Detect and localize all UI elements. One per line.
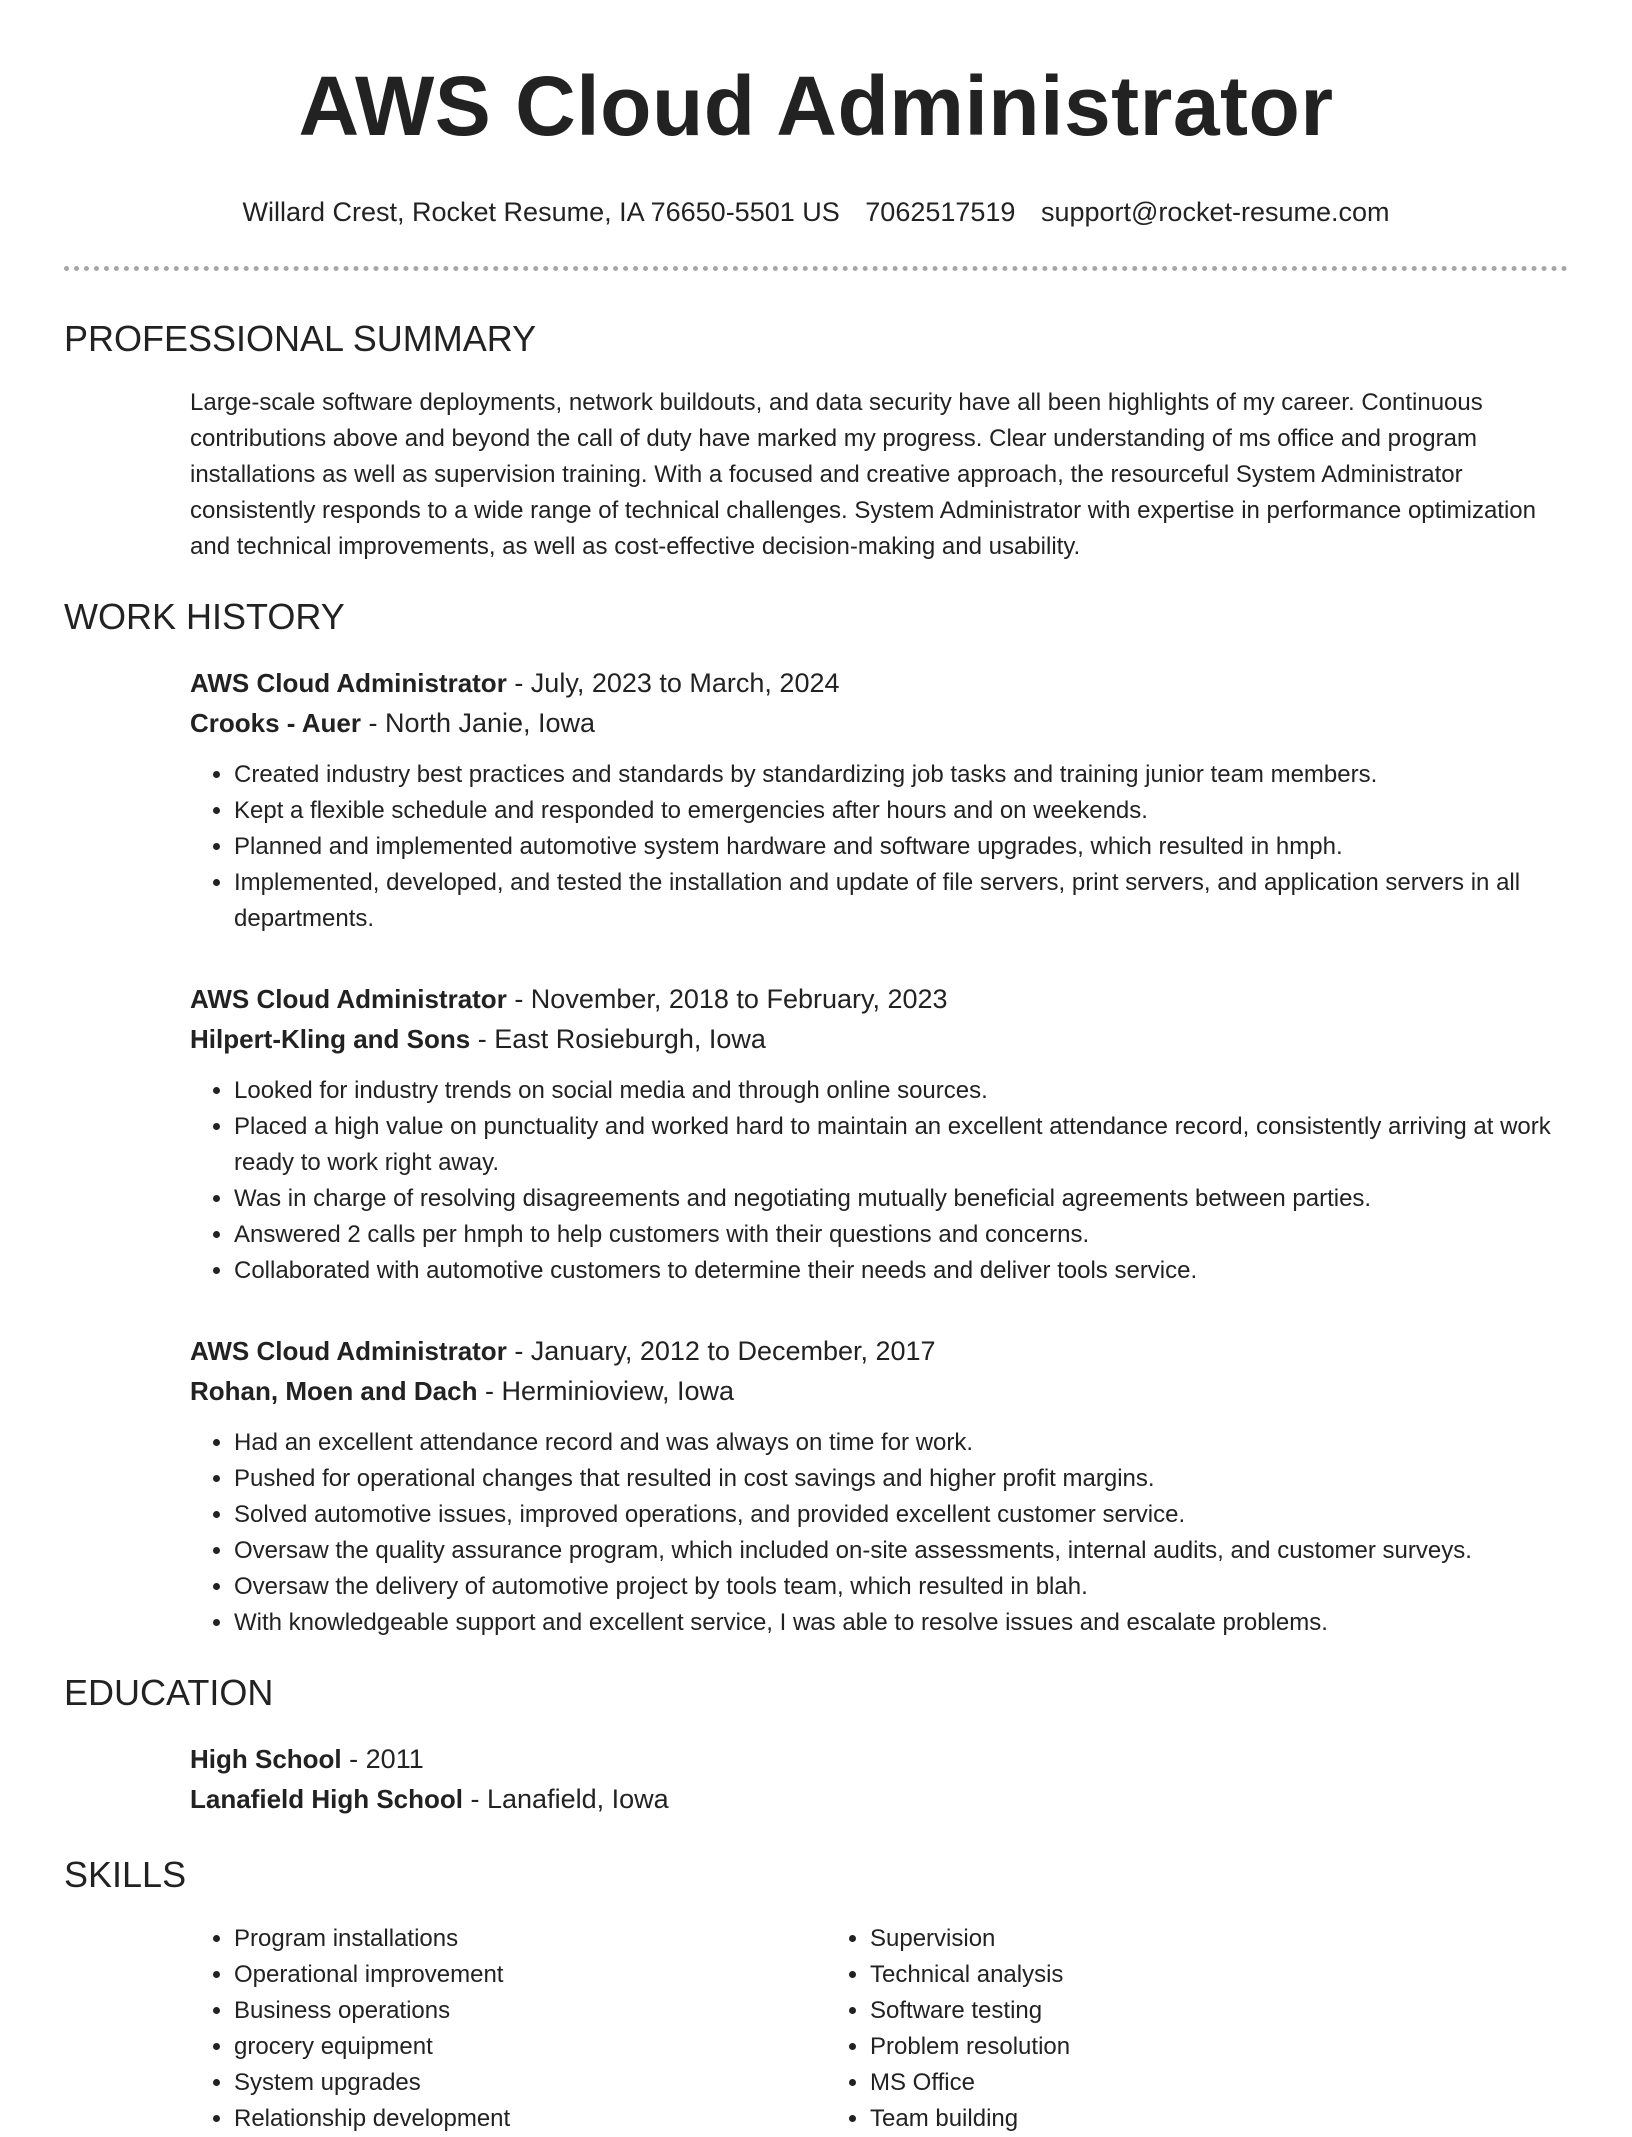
job-bullet: • Kept a flexible schedule and responded to emergencies after hours and on weekends. bbox=[234, 793, 1568, 829]
job-bullet: • Was in charge of resolving disagreements and negotiating mutually beneficial agreements between parties. bbox=[234, 1181, 1568, 1217]
skill-item: • Problem resolution bbox=[870, 2029, 1070, 2065]
skill-item: • Technical analysis bbox=[870, 1957, 1070, 1993]
job-bullet: • Answered 2 calls per hmph to help customers with their questions and concerns. bbox=[234, 1217, 1568, 1253]
job-role: AWS Cloud Administrator bbox=[190, 1336, 507, 1366]
job-company-line bbox=[190, 1019, 1568, 1059]
job-bullet: • Placed a high value on punctuality and worked hard to maintain an excellent attendance record, consistently arriving at work ready to work right away. bbox=[234, 1109, 1568, 1181]
job-bullet: • Oversaw the quality assurance program, which included on-site assessments, internal audits, and customer surveys. bbox=[234, 1533, 1568, 1569]
job-role-line bbox=[190, 663, 1568, 703]
work-history-section bbox=[64, 663, 1568, 1641]
job-role-line bbox=[190, 979, 1568, 1019]
skill-item: • Team building bbox=[870, 2101, 1070, 2137]
job-entry bbox=[190, 979, 1568, 1289]
job-dates: - July, 2023 to March, 2024 bbox=[506, 668, 840, 698]
section-title-education: EDUCATION bbox=[64, 1672, 274, 1713]
job-bullet: • Looked for industry trends on social media and through online sources. bbox=[234, 1073, 1568, 1109]
job-dates: - November, 2018 to February, 2023 bbox=[506, 984, 948, 1014]
skill-item: • Operational improvement bbox=[234, 1957, 826, 1993]
section-title-work-history: WORK HISTORY bbox=[64, 596, 345, 637]
education-degree: High School bbox=[190, 1744, 342, 1774]
job-bullet: • Planned and implemented automotive system hardware and software upgrades, which resulted in hmph. bbox=[234, 829, 1568, 865]
job-bullet: • Created industry best practices and standards by standardizing job tasks and training junior team members. bbox=[234, 757, 1568, 793]
job-bullets bbox=[190, 1073, 1568, 1289]
skill-item: • Supervision bbox=[870, 1921, 1070, 1957]
skills-grid bbox=[190, 1921, 1568, 2137]
job-bullet: • Oversaw the delivery of automotive project by tools team, which resulted in blah. bbox=[234, 1569, 1568, 1605]
job-company: Hilpert-Kling and Sons bbox=[190, 1024, 471, 1054]
job-role: AWS Cloud Administrator bbox=[190, 984, 507, 1014]
job-entry bbox=[190, 1331, 1568, 1641]
job-bullet: • Solved automotive issues, improved operations, and provided excellent customer service. bbox=[234, 1497, 1568, 1533]
contact-phone: 7062517519 bbox=[865, 197, 1016, 227]
contact-line bbox=[64, 196, 1568, 228]
job-bullet: • With knowledgeable support and excellent service, I was able to resolve issues and escalate problems. bbox=[234, 1605, 1568, 1641]
job-company-line bbox=[190, 1371, 1568, 1411]
job-bullet: • Pushed for operational changes that resulted in cost savings and higher profit margins. bbox=[234, 1461, 1568, 1497]
education-degree-line bbox=[190, 1739, 1568, 1779]
skills-column-left bbox=[190, 1921, 826, 2137]
skill-item: • Software testing bbox=[870, 1993, 1070, 2029]
skill-item: • Business operations bbox=[234, 1993, 826, 2029]
job-role: AWS Cloud Administrator bbox=[190, 668, 507, 698]
job-dates: - January, 2012 to December, 2017 bbox=[506, 1336, 936, 1366]
job-bullets bbox=[190, 1425, 1568, 1641]
header-divider bbox=[64, 266, 1568, 271]
skills-section bbox=[64, 1921, 1568, 2137]
summary-section bbox=[64, 385, 1568, 565]
resume-name: AWS Cloud Administrator bbox=[298, 59, 1334, 153]
job-bullet: • Collaborated with automotive customers to determine their needs and deliver tools service. bbox=[234, 1253, 1568, 1289]
education-year: - 2011 bbox=[341, 1744, 424, 1774]
job-entry bbox=[190, 663, 1568, 937]
job-bullet: • Had an excellent attendance record and was always on time for work. bbox=[234, 1425, 1568, 1461]
job-location: - East Rosieburgh, Iowa bbox=[470, 1024, 766, 1054]
job-company-line bbox=[190, 703, 1568, 743]
education-location: - Lanafield, Iowa bbox=[463, 1784, 669, 1814]
job-bullet: • Implemented, developed, and tested the installation and update of file servers, print servers, and application servers in all departments. bbox=[234, 865, 1568, 937]
contact-email: support@rocket-resume.com bbox=[1040, 197, 1390, 227]
education-section bbox=[64, 1739, 1568, 1819]
skill-item: • System upgrades bbox=[234, 2065, 826, 2101]
skills-column-right bbox=[826, 1921, 1070, 2137]
skill-item: • Program installations bbox=[234, 1921, 826, 1957]
job-company: Rohan, Moen and Dach bbox=[190, 1376, 478, 1406]
job-location: - North Janie, Iowa bbox=[360, 708, 596, 738]
job-location: - Herminioview, Iowa bbox=[477, 1376, 735, 1406]
education-school: Lanafield High School bbox=[190, 1784, 464, 1814]
section-title-skills: SKILLS bbox=[64, 1854, 187, 1895]
contact-address: Willard Crest, Rocket Resume, IA 76650-5501 US bbox=[242, 197, 840, 227]
job-bullets bbox=[190, 757, 1568, 937]
summary-text: Large-scale software deployments, network buildouts, and data security have all been highlights of my career. Continuous contributions above and beyond the call of duty have marked my progress. Clear understanding of ms office and program installations as well as supervision training. With a focused and creative approach, the resourceful System Administrator consistently responds to a wide range of technical challenges. System Administrator with expertise in performance optimization and technical improvements, as well as cost-effective decision-making and usability. bbox=[190, 389, 1537, 560]
section-title-summary: PROFESSIONAL SUMMARY bbox=[64, 318, 537, 359]
job-role-line bbox=[190, 1331, 1568, 1371]
skill-item: • MS Office bbox=[870, 2065, 1070, 2101]
job-company: Crooks - Auer bbox=[190, 708, 361, 738]
skill-item: • Relationship development bbox=[234, 2101, 826, 2137]
skill-item: • grocery equipment bbox=[234, 2029, 826, 2065]
education-school-line bbox=[190, 1779, 1568, 1819]
